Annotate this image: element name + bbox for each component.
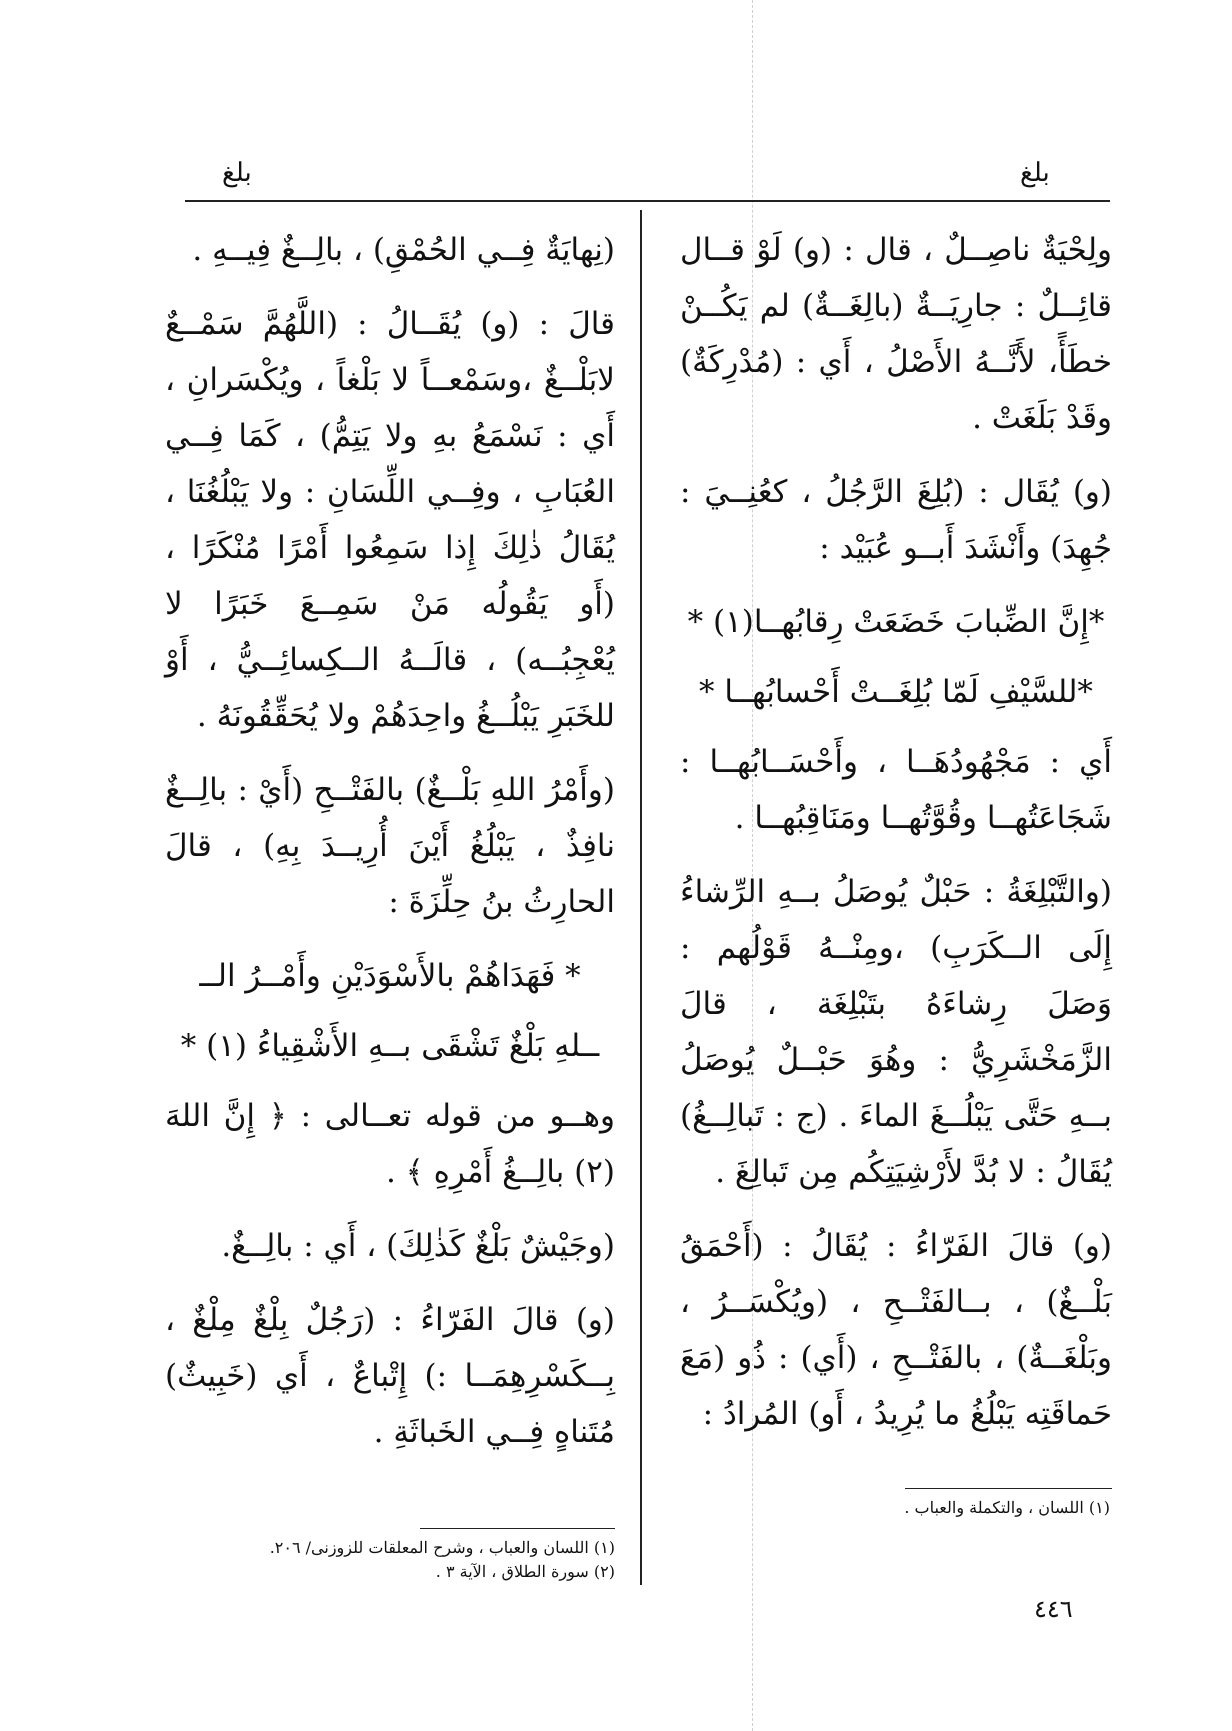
verse-line: *للسَّيْفِ لَمّا بُلِغَــتْ أَحْسابُهــا *: [699, 674, 1093, 710]
paragraph: (والتَّبْلِغَةُ : حَبْلٌ يُوصَلُ بــهِ الرِّشاءُ إِلَى الــكَرَبِ) ،ومِنْــهُ قَوْلُهم : وَصَلَ رِشاءَهُ بتَبْلِغَة ، قالَ الزَّمَخْشَرِيُّ : وهُوَ حَبْــلٌ يُوصَلُ بــهِ حَتَّى يَبْلُــغَ الماءَ . (ج : تَبالِــغُ) يُقَالُ : لا بُدَّ لأَرْشِيَتِكُم مِن تَبالِغَ .: [680, 874, 1112, 1190]
left-column: [165, 222, 615, 1478]
paragraph: (نِهايَةٌ فِــي الحُمْقِ) ، بالِــغٌ فِيــهِ .: [192, 232, 615, 268]
running-head-right: بلغ: [1020, 158, 1050, 188]
footnotes-left: [165, 1536, 615, 1584]
verse-line: * فَهَدَاهُمْ بالأَسْوَدَيْنِ وأَمْــرُ الــ: [199, 958, 581, 994]
footnote: (٢) سورة الطلاق ، الآية ٣ .: [435, 1562, 615, 1581]
header-rule: [185, 200, 1110, 202]
verse-line: ــلهِ بَلْغٌ تَشْقَى بــهِ الأَشْقِياءُ (١) *: [180, 1028, 600, 1064]
paragraph: (و) يُقَال : (بُلِغَ الرَّجُلُ ، كعُنِــيَ : جُهِدَ) وأَنْشَدَ أَبــو عُبَيْد :: [680, 474, 1112, 566]
paragraph: ولِحْيَةٌ ناصِــلٌ ، قال : (و) لَوْ قــال قائِــلٌ : جارِيَــةٌ (بالِغَــةٌ) لم يَكُــنْ خطَأً، لأَنَّــهُ الأَصْلُ ، أَي : (مُدْرِكَةٌ) وقَدْ بَلَغَتْ .: [680, 232, 1112, 436]
paragraph: قالَ : (و) يُقَــالُ : (اللَّهُمَّ سَمْــعٌ لابَلْــغٌ ،وسَمْعــاً لا بَلْغاً ، ويُكْسَرانِ ، أَي : نَسْمَعُ بهِ ولا يَتِمُّ) ، كَمَا فِــي العُبَابِ ، وفِــي اللِّسَانِ : ولا يَبْلُغُنَا ، يُقَالُ ذٰلِكَ إِذا سَمِعُوا أَمْرًا مُنْكَرًا ، (أَو يَقُولُه مَنْ سَمِــعَ خَبَرًا لا يُعْجِبُــه) ، قالَــهُ الــكِسائِــيُّ ، أَوْ للخَبَرِ يَبْلُــغُ واحِدَهُمْ ولا يُحَقِّقُونَهُ .: [165, 306, 615, 734]
verse-line: *إِنَّ الضِّبابَ خَضَعَتْ رِقابُهــا(١) *: [687, 604, 1105, 640]
footnote: (١) اللسان ، والتكملة والعباب .: [904, 1498, 1110, 1517]
page-number: ٤٤٦: [1034, 1595, 1073, 1623]
right-column: [680, 222, 1112, 1460]
paragraph: وهــو من قوله تعــالى : ﴿ إِنَّ اللهَ (٢) بالِــغُ أَمْرِهِ ﴾ .: [165, 1098, 615, 1190]
paragraph: (و) قالَ الفَرّاءُ : يُقَالُ : (أَحْمَقُ بَلْــغٌ) ، بــالفَتْــحِ ، (ويُكْسَــرُ ، وبَلْغَــةٌ) ، بالفَتْــحِ ، (أَي) : ذُو (مَعَ حَماقَتِه يَبْلُغُ ما يُرِيدُ ، أَو) المُرادُ :: [680, 1228, 1112, 1432]
paragraph: (وأَمْرُ اللهِ بَلْــغٌ) بالفَتْــحِ (أَيْ : بالِــغٌ نافِذٌ ، يَبْلُغُ أَيْنَ أُرِيــدَ بِهِ) ، قالَ الحارِثُ بنُ حِلِّزَةَ :: [165, 772, 615, 920]
running-head-left: بلغ: [222, 158, 252, 188]
footnote-rule-right: [905, 1488, 1112, 1489]
paragraph: (و) قالَ الفَرّاءُ : (رَجُلٌ بِلْغٌ مِلْغٌ ، بِــكَسْرِهِمَــا :) إِتْباعٌ ، أَي (خَبِيثٌ) مُتَناهٍ فِــي الخَباثَةِ .: [165, 1302, 615, 1450]
paragraph: (وجَيْشٌ بَلْغٌ كَذٰلِكَ) ، أَي : بالِــغٌ.: [221, 1228, 615, 1264]
footnotes-right: [680, 1496, 1110, 1520]
footnote: (١) اللسان والعباب ، وشرح المعلقات للزوزنى/ ٢٠٦.: [269, 1538, 615, 1557]
paragraph: أَي : مَجْهُودُهَــا ، وأَحْسَــابُهــا : شَجَاعَتُهــا وقُوَّتُهــا ومَنَاقِبُهــا .: [680, 744, 1112, 836]
footnote-rule-left: [420, 1528, 615, 1529]
column-divider: [640, 210, 642, 1585]
